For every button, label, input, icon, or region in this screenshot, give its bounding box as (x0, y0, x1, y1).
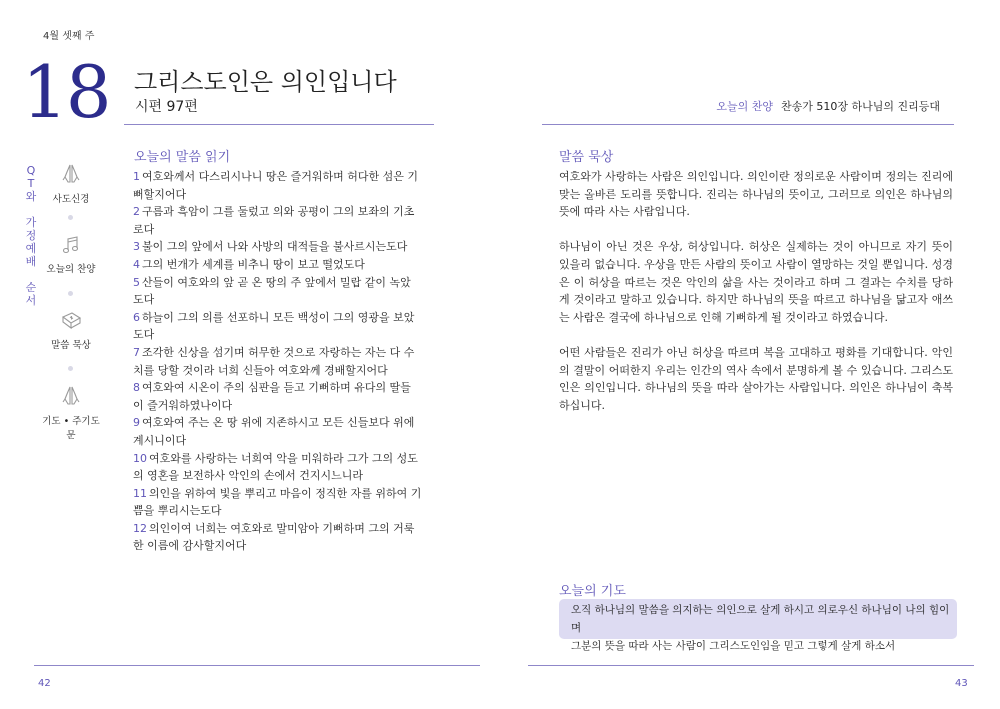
verse-number: 6 (133, 310, 140, 324)
verse-number: 5 (133, 275, 140, 289)
verse-line (133, 485, 435, 503)
verse-text: 산들이 여호와의 앞 곧 온 땅의 주 앞에서 밀랍 같이 녹았 (142, 275, 411, 289)
verse-text: 한 이름에 감사할지어다 (133, 539, 247, 553)
qt-label-char: 예 (25, 242, 37, 255)
verse-text: 의인을 위하여 빛을 뿌리고 마음이 정직한 자를 위하여 기 (149, 486, 422, 500)
verse-line (133, 256, 435, 274)
verse-text: 도다 (133, 328, 155, 342)
step-label: 사도신경 (52, 194, 90, 205)
verse-text: 의 영혼을 보전하사 악인의 손에서 건지시느니라 (133, 469, 364, 483)
verse-line (133, 221, 435, 239)
verse-number: 8 (133, 381, 140, 395)
prayer-line: 그분의 뜻을 따라 사는 사람이 그리스도인임을 믿고 그렇게 살게 하소서 (571, 640, 896, 652)
verse-number: 7 (133, 345, 140, 359)
verse-text: 여호와를 사랑하는 너희여 악을 미워하라 그가 그의 성도 (149, 451, 418, 465)
music-note-icon (38, 235, 104, 258)
bible-book-icon (38, 311, 104, 334)
verse-line (133, 203, 435, 221)
meditation-paragraph: 어떤 사람들은 진리가 아닌 허상을 따르며 복을 고대하고 평화를 기대합니다. 악인의 결말이 어떠한지 우리는 인간의 역사 속에서 분명하게 볼 수 있습니다. 그리스도인은 의인입니다. 하나님의 뜻을 따라 살아가는 사람입니다. 의인은 하나님이 축복하십니다. (559, 345, 953, 412)
verse-line (133, 326, 435, 344)
verse-line (133, 397, 435, 415)
page-number-left: 42 (38, 678, 51, 689)
qt-label-char: 순 (25, 281, 37, 294)
meditation-heading: 말씀 묵상 (559, 150, 614, 165)
scripture-reading (133, 168, 435, 555)
verse-text: 조각한 신상을 섬기며 허무한 것으로 자랑하는 자는 다 수 (142, 345, 415, 359)
meditation-paragraph: 여호와가 사랑하는 사람은 의인입니다. 의인이란 정의로운 사람이며 정의는 진리에 맞는 올바른 도리를 뜻합니다. 진리는 하나님의 뜻이고, 그러므로 의인은 하나님의 뜻에 따라 사는 사람입니다. (559, 170, 953, 219)
verse-text: 여호와여 시온이 주의 심판을 듣고 기뻐하며 유다의 딸들 (142, 381, 411, 395)
step-separator-dot (68, 215, 73, 220)
qt-order-vertical-label (24, 164, 38, 307)
qt-label-char: Q (26, 164, 36, 177)
verse-line (133, 168, 435, 186)
verse-text: 치를 당할 것이라 너희 신들아 여호와께 경배할지어다 (133, 363, 388, 377)
meditation-paragraph: 하나님이 아닌 것은 우상, 허상입니다. 허상은 실제하는 것이 아니므로 자기 뜻이 있을리 없습니다. 우상을 만든 사람의 뜻이고 사람이 열망하는 것일 뿐입니다. 성경은 이 허상을 따르는 것은 악인의 삶을 사는 것이라고 하며 그 결과는 수치를 당하게 것이라고 말하고 있습니다. 하지만 하나님의 뜻을 따르고 하나님을 닮고자 애쓰는 사람은 결국에 하나님으로 인해 기뻐하게 될 것이라고 하였습니다. (559, 240, 953, 324)
reading-heading: 오늘의 말씀 읽기 (134, 150, 231, 165)
qt-label-char: T (27, 177, 35, 190)
praying-hands-icon (38, 163, 104, 188)
footer-rule-right (528, 665, 974, 666)
verse-text: 불이 그의 앞에서 나와 사방의 대적들을 불사르시는도다 (142, 240, 408, 254)
page-title: 그리스도인은 의인입니다 (134, 68, 397, 96)
verse-text: 여호와께서 다스리시나니 땅은 즐거워하며 허다한 섬은 기 (142, 170, 419, 183)
step-meditation (38, 311, 104, 351)
step-separator-dot (68, 291, 73, 296)
step-label: 기도 • 주기도문 (42, 416, 100, 441)
hymn-value: 찬송가 510장 하나님의 진리등대 (781, 100, 940, 113)
verse-line (133, 186, 435, 204)
verse-line (133, 414, 435, 432)
verse-text: 구름과 흑암이 그를 둘렀고 의와 공평이 그의 보좌의 기초 (142, 205, 415, 219)
verse-number: 1 (133, 170, 140, 183)
verse-text: 하늘이 그의 의를 선포하니 모든 백성이 그의 영광을 보았 (142, 310, 415, 324)
verse-number: 10 (133, 451, 147, 465)
hymn-label: 오늘의 찬양 (716, 100, 773, 113)
qt-label-char: 서 (25, 294, 37, 307)
scripture-reference: 시편 97편 (135, 99, 198, 115)
verse-line (133, 238, 435, 256)
verse-text: 쁨을 뿌리시는도다 (133, 504, 222, 518)
step-label: 오늘의 찬양 (46, 264, 96, 275)
verse-number: 11 (133, 486, 147, 500)
verse-line (133, 467, 435, 485)
verse-text: 도다 (133, 293, 155, 307)
step-separator-dot (68, 366, 73, 371)
page-number-right: 43 (955, 678, 968, 689)
prayer-line: 오직 하나님의 말씀을 의지하는 의인으로 살게 하시고 의로우신 하나님이 나의 힘이며 (571, 604, 950, 634)
verse-line (133, 291, 435, 309)
step-apostles-creed (38, 163, 104, 205)
day-number: 18 (22, 50, 110, 134)
verse-line (133, 362, 435, 380)
verse-line (133, 309, 435, 327)
verse-number: 3 (133, 240, 140, 254)
prayer-text (571, 601, 951, 655)
verse-number: 4 (133, 257, 140, 271)
verse-text: 의인이여 너희는 여호와로 말미암아 기뻐하며 그의 거룩 (149, 521, 415, 535)
verse-text: 계시니이다 (133, 433, 187, 447)
praying-hands-icon (38, 385, 104, 410)
verse-line (133, 344, 435, 362)
verse-text: 여호와여 주는 온 땅 위에 지존하시고 모든 신들보다 위에 (142, 416, 415, 430)
todays-hymn (716, 98, 940, 114)
verse-line (133, 450, 435, 468)
week-label: 4월 셋째 주 (43, 31, 95, 42)
verse-text: 그의 번개가 세계를 비추니 땅이 보고 떨었도다 (142, 257, 365, 271)
qt-label-char: 정 (25, 229, 37, 242)
footer-rule-left (34, 665, 480, 666)
verse-number: 12 (133, 521, 147, 535)
verse-number: 2 (133, 205, 140, 219)
verse-line (133, 432, 435, 450)
verse-line (133, 537, 435, 555)
qt-label-char: 와 (25, 190, 37, 203)
verse-text: 이 즐거워하였나이다 (133, 398, 233, 412)
verse-line (133, 502, 435, 520)
step-label: 말씀 묵상 (51, 340, 91, 351)
verse-text: 뻐할지어다 (133, 187, 187, 201)
verse-number: 9 (133, 416, 140, 430)
header-rule-left (124, 124, 434, 125)
verse-line (133, 379, 435, 397)
step-todays-hymn (38, 235, 104, 275)
step-prayer (38, 385, 104, 441)
header-rule-right (542, 124, 954, 125)
verse-line (133, 520, 435, 538)
prayer-heading: 오늘의 기도 (559, 584, 626, 599)
verse-line (133, 274, 435, 292)
qt-label-char (24, 203, 38, 216)
qt-label-char (24, 268, 38, 281)
qt-label-char: 가 (25, 216, 37, 229)
verse-text: 로다 (133, 222, 155, 236)
meditation-body (559, 168, 953, 432)
qt-label-char: 배 (25, 255, 37, 268)
